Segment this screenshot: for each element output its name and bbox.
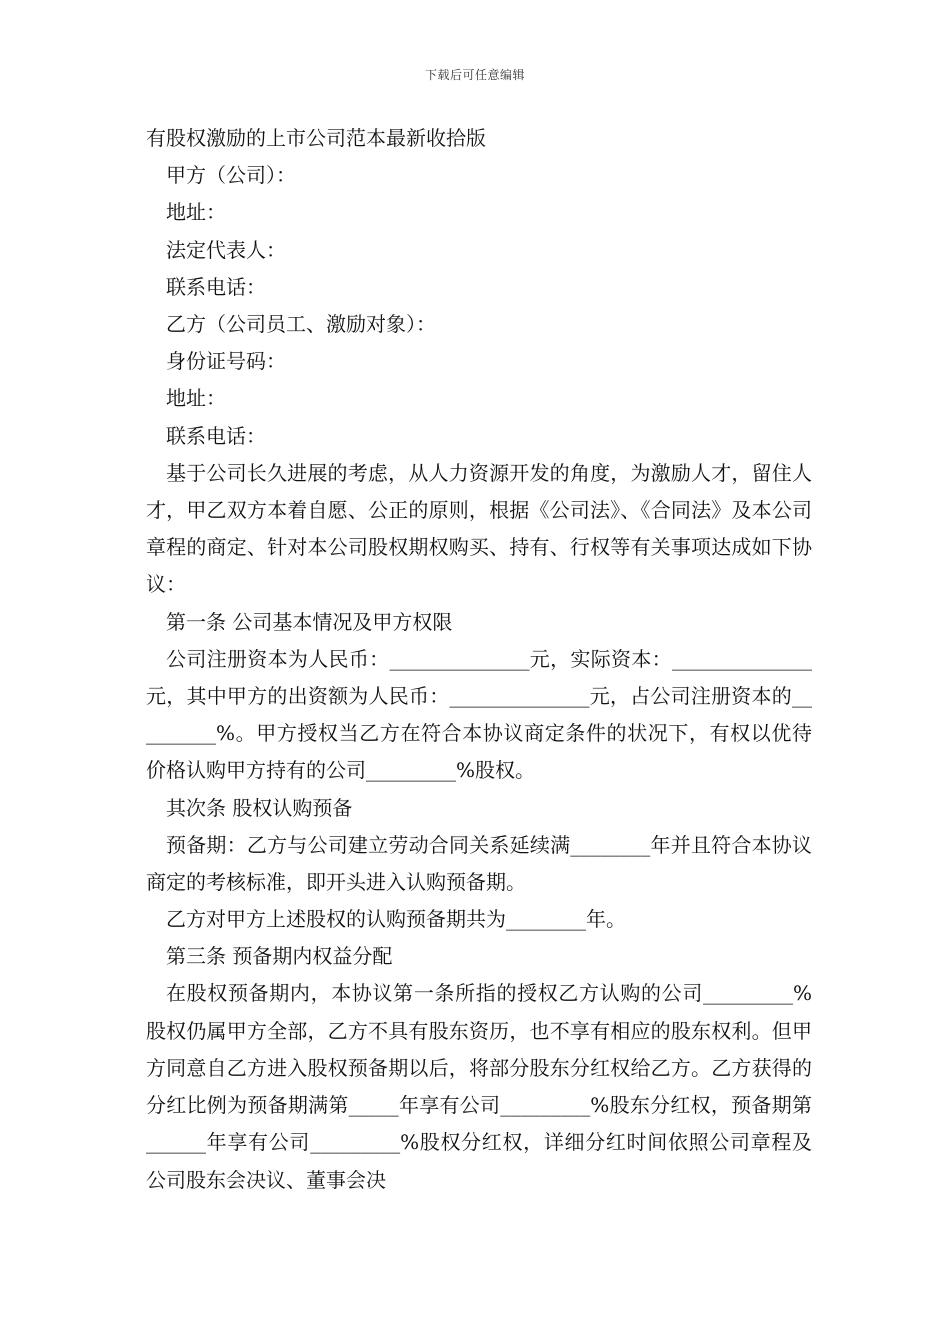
- article3-heading: 第三条 预备期内权益分配: [166, 944, 393, 969]
- party-b-address: 地址：: [166, 386, 226, 411]
- article1-heading: 第一条 公司基本情况及甲方权限: [166, 609, 453, 634]
- header-note: 下载后可任意编辑: [424, 68, 525, 82]
- party-a-label: 甲方（公司）：: [166, 163, 296, 188]
- party-b-label: 乙方（公司员工、激励对象）：: [166, 311, 436, 336]
- document-body: [146, 120, 812, 1199]
- preamble-paragraph: 基于公司长久进展的考虑，从人力资源开发的角度，为激励人才，留住人才，甲乙双方本着自愿、公正的原则，根据《公司法》、《合同法》及本公司章程的商定、针对本公司股权期权购买、持有、行权等有关事项达成如下协议：: [146, 460, 812, 597]
- article2-heading: 其次条 股权认购预备: [166, 795, 353, 820]
- article1-body: 公司注册资本为人民币：______________元，实际资本：______________元，其中甲方的出资额为人民币：______________元，占公司注册资本的_________%。甲方授权当乙方在符合本协议商定条件的状况下，有权以优待价格认购甲方持有的公司_________%股权。: [146, 646, 812, 783]
- party-b-phone: 联系电话：: [166, 423, 266, 448]
- article2-body1: 预备期：乙方与公司建立劳动合同关系延续满________年并且符合本协议商定的考核标准，即开头进入认购预备期。: [146, 832, 812, 894]
- party-b-id-number: 身份证号码：: [166, 349, 286, 374]
- party-a-legal-rep: 法定代表人：: [166, 237, 286, 262]
- article2-body2: 乙方对甲方上述股权的认购预备期共为________年。: [166, 907, 626, 932]
- document-title: 有股权激励的上市公司范本最新收拾版: [146, 126, 486, 150]
- article3-body: 在股权预备期内，本协议第一条所指的授权乙方认购的公司_________%股权仍属甲方全部，乙方不具有股东资历，也不享有相应的股东权利。但甲方同意自乙方进入股权预备期以后，将部分股东分红权给乙方。乙方获得的分红比例为预备期满第_____年享有公司_________%股东分红权，预备期第______年享有公司_________%股权分红权，详细分红时间依照公司章程及公司股东会决议、董事会决: [146, 981, 812, 1192]
- party-a-address: 地址：: [166, 200, 226, 225]
- party-a-phone: 联系电话：: [166, 274, 266, 299]
